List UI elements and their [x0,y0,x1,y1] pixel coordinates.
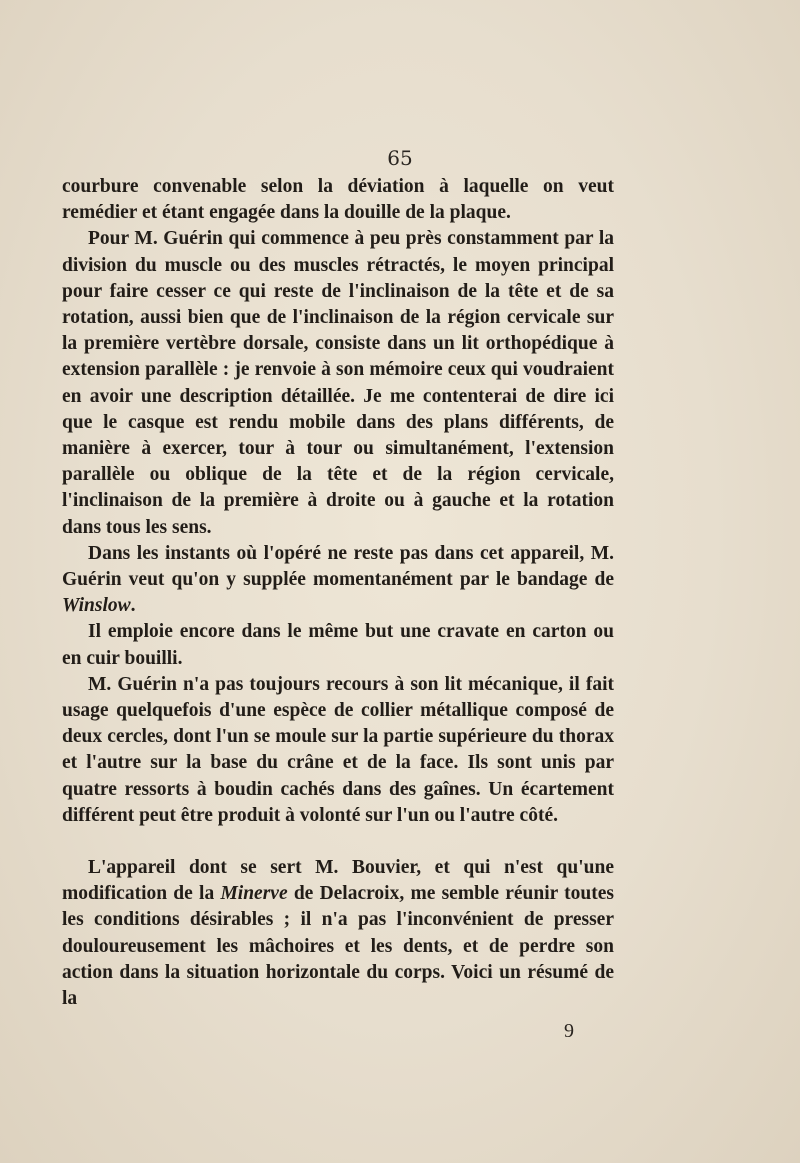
paragraph-5 [62,672,614,829]
paragraph-1 [62,174,614,226]
paragraph-1-text: courbure convenable selon la déviation à laquelle on veut remédier et étant engagée dans la douille de la plaque. [62,176,614,224]
paragraph-3-name-winslow: Winslow [62,595,131,617]
paragraph-6-text-b: de Delacroix, me semble réunir toutes les conditions désirables ; il n'a pas l'inconvénient de presser douloureusement les mâchoires et les dents, et de perdre son action dans la situation horizontale du corps. Voici un résumé de la [62,883,615,1010]
body-text [62,174,614,1012]
paragraph-6-name-minerve: Minerve [220,883,288,905]
paragraph-2 [62,226,614,540]
page-number: 65 [387,146,413,170]
paragraph-3-text-b: . [130,595,136,617]
paragraph-3 [62,541,614,620]
paragraph-4-text: Il emploie encore dans le même but une cravate en carton ou en cuir bouilli. [62,621,614,669]
paragraph-2-text: Pour M. Guérin qui commence à peu près constamment par la division du muscle ou des muscles rétractés, le moyen principal pour faire cesser ce qui reste de l'inclinaison de la tête et de sa rotation, aussi bien que de l'inclinaison de la région cervicale sur la première vertèbre dorsale, consiste dans un lit orthopédique à extension parallèle : je renvoie à son mémoire ceux qui voudraient en avoir une description détaillée. Je me contenterai de dire ici que le casque est rendu mobile dans des plans différents, de manière à exercer, tour à tour ou simultanément, l'extension parallèle ou oblique de la tête et de la région cervicale, l'inclinaison de la première à droite ou à gauche et la rotation dans tous les sens. [62,228,614,538]
paragraph-6 [62,855,614,1012]
paragraph-3-text-a: Dans les instants où l'opéré ne reste pas dans cet appareil, M. Guérin veut qu'on y supplée momentanément par le bandage de [62,542,614,591]
paragraph-6-text-a: L'appareil dont se sert M. Bouvier, et qui n'est qu'une modification de la [62,857,614,905]
signature-mark [0,1020,800,1043]
paragraph-4 [62,619,614,671]
signature-number: 9 [564,1020,574,1042]
paragraph-5-text: M. Guérin n'a pas toujours recours à son lit mécanique, il fait usage quelquefois d'une espèce de collier métallique composé de deux cercles, dont l'un se moule sur la partie supérieure du thorax et l'autre sur la base du crâne et de la face. Ils sont unis par quatre ressorts à boudin cachés dans des gaînes. Un écartement différent peut être produit à volonté sur l'un ou l'autre côté. [62,673,614,826]
